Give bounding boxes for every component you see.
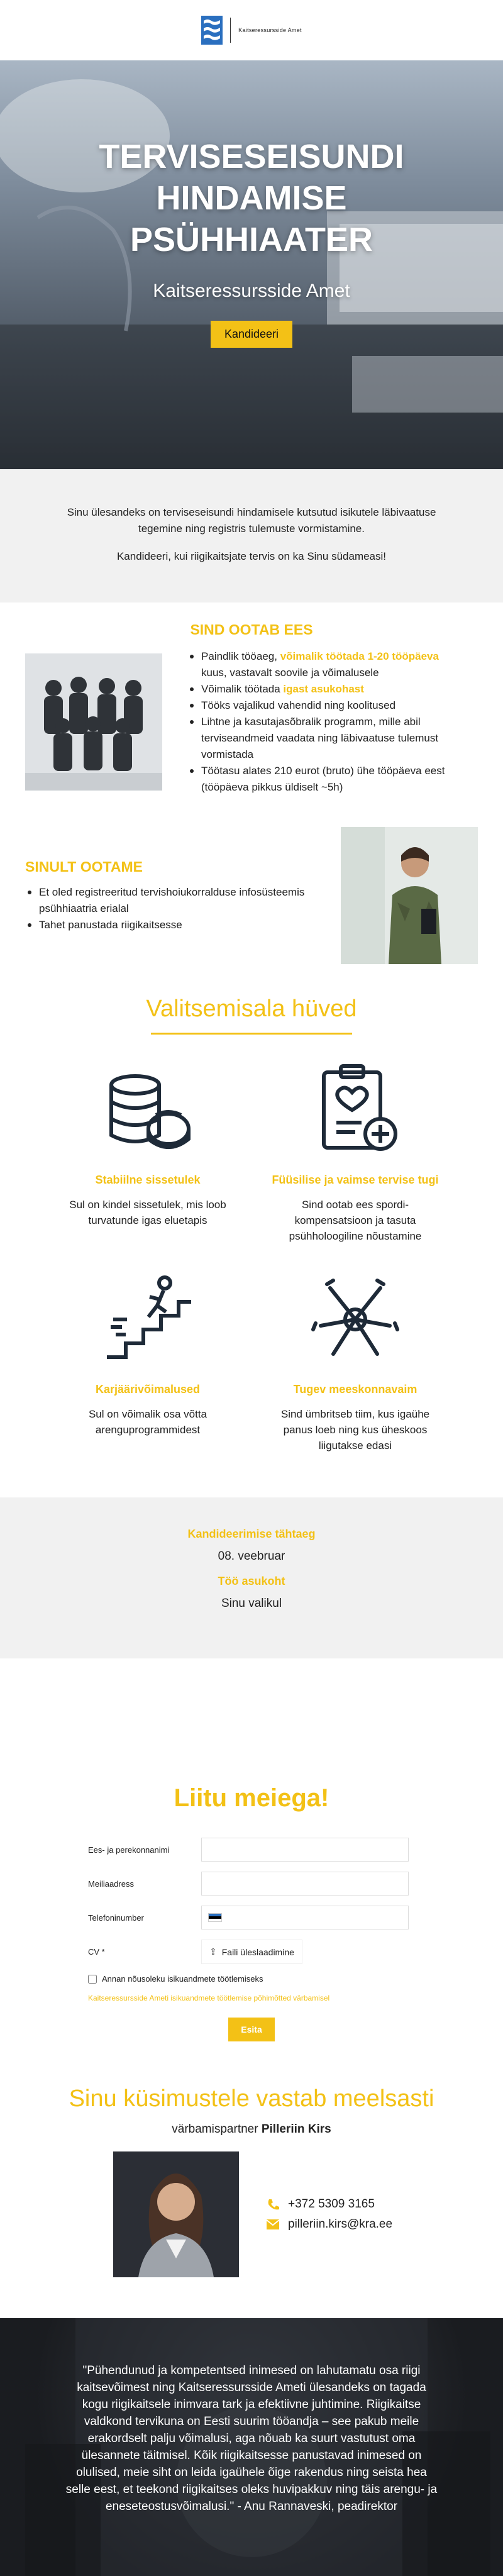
health-clipboard-icon (302, 1060, 409, 1160)
benefits-section (0, 983, 503, 1472)
offer-title: SIND OOTAB EES (190, 621, 313, 638)
phone-label: Telefoninumber (88, 1913, 144, 1923)
contact-role: värbamispartner Pilleriin Kirs (172, 2123, 331, 2136)
benefit-name: Tugev meeskonnavaim (293, 1383, 417, 1396)
logo[interactable] (201, 16, 302, 45)
benefit-card (258, 1060, 453, 1244)
crest-icon (201, 16, 223, 45)
location-value: Sinu valikul (221, 1597, 282, 1610)
career-stairs-icon (94, 1269, 201, 1370)
benefit-description: Sind ümbritseb tiim, kus igaühe panus loeb ning kus üheskoos liigutakse edasi (280, 1408, 430, 1452)
contact-email[interactable]: pilleriin.kirs@kra.ee (267, 2218, 392, 2231)
benefit-description: Sul on kindel sissetulek, mis loob turvatunde igas eluetapis (69, 1199, 226, 1226)
file-upload-button[interactable] (201, 1940, 302, 1964)
consent-label: Annan nõusoleku isikuandmete töötlemiseks (102, 1974, 263, 1984)
contact-phone[interactable]: +372 5309 3165 (267, 2197, 392, 2211)
hero-subtitle: Kaitseressursside Amet (153, 280, 350, 301)
benefit-name: Stabiilne sissetulek (95, 1174, 201, 1186)
team-photo (25, 653, 162, 791)
email-label: Meiliaadress (88, 1879, 134, 1889)
cv-label: CV * (88, 1947, 105, 1957)
contact-name: Pilleriin Kirs (261, 2123, 331, 2136)
workday-note: (tööpäeva pikkus üldiselt ~5h) (201, 781, 343, 793)
expectations-section (0, 814, 503, 983)
consent-checkbox-row[interactable] (88, 1974, 415, 1984)
list-item: Tahet panustada riigikaitsesse (25, 917, 316, 933)
deadline-value: 08. veebruar (218, 1550, 285, 1563)
quote-section (0, 2318, 503, 2576)
upload-icon: ⇪ (209, 1946, 217, 1957)
apply-button[interactable]: Kandideeri (211, 321, 292, 348)
contact-title: Sinu küsimustele vastab meelsasti (69, 2085, 434, 2112)
soldier-photo (341, 827, 478, 964)
benefits-title-underline (151, 1033, 352, 1035)
contact-section (0, 2060, 503, 2315)
form-title: Liitu meiega! (174, 1784, 329, 1812)
name-field[interactable] (201, 1838, 409, 1862)
intro-call-to-action: Kandideeri, kui riigikaitsjate tervis on ka Sinu südameasi! (116, 550, 387, 562)
application-form (0, 1658, 503, 2060)
expectations-list (25, 884, 316, 933)
consent-checkbox[interactable] (88, 1975, 97, 1984)
benefit-card (50, 1060, 245, 1244)
location-label: Töö asukoht (218, 1575, 285, 1587)
phone-field[interactable] (201, 1906, 409, 1929)
benefit-card (50, 1269, 245, 1453)
logo-divider (230, 18, 231, 43)
email-field[interactable] (201, 1872, 409, 1896)
coins-icon (94, 1060, 201, 1160)
benefit-name: Füüsilise ja vaimse tervise tugi (272, 1174, 439, 1186)
list-item: Et oled registreeritud tervishoiukorralduse infosüsteemis psühhiaatria erialal (25, 884, 316, 917)
intro-text: Sinu ülesandeks on terviseseisundi hindamisele kutsutud isikutele läbivaatuse tegemine ning registris tulemuste vormistamine. (67, 506, 436, 535)
logo-text: Kaitseressursside Amet (238, 27, 302, 33)
name-label: Ees- ja perekonnanimi (88, 1845, 170, 1855)
teamwork-hands-icon (302, 1269, 409, 1370)
benefit-description: Sind ootab ees spordi-kompensatsioon ja tasuta psühholoogiline nõustamine (289, 1199, 422, 1242)
list-item: Võimalik töötada igast asukohast (187, 681, 464, 697)
intro-section (0, 469, 503, 602)
upload-label: Faili üleslaadimine (221, 1946, 294, 1957)
list-item: Töötasu alates 210 eurot (bruto) ühe tööpäeva eest (tööpäeva pikkus üldiselt ~5h) (187, 763, 464, 796)
estonia-flag-icon[interactable] (208, 1913, 222, 1922)
hero-title: TERVISESEISUNDI HINDAMISE PSÜHHIAATER (99, 138, 404, 258)
recruiter-photo (113, 2151, 239, 2277)
hero-banner (0, 60, 503, 469)
benefit-card (258, 1269, 453, 1453)
benefits-title: Valitsemisala hüved (146, 996, 357, 1022)
submit-button[interactable]: Esita (228, 2018, 274, 2041)
envelope-icon (267, 2219, 279, 2229)
privacy-policy-link[interactable]: Kaitseressursside Ameti isikuandmete töötlemise põhimõtted värbamisel (88, 1994, 330, 2002)
phone-icon (267, 2198, 279, 2211)
deadline-section (0, 1497, 503, 1658)
benefit-name: Karjäärivõimalused (95, 1383, 201, 1396)
expectations-title: SINULT OOTAME (25, 858, 143, 875)
director-quote: "Pühendunud ja kompetentsed inimesed on lahutamatu osa riigi kaitsevõimest ning Kaitseressursside Ameti ülesandeks on tagada kogu riigikaitsele inimvara tark ja efektiivne juhtimine. Riigikaitse valdkond tervikuna on Eesti suurim tööandja – see pakub meile erakordselt palju võimalusi, aga nõuab ka suurt vastutust oma ülesannete täitmisel. Kõik riigikaitsesse panustavad inimesed on olulised, meie siht on leida igaühele õige rakendus ning seista hea selle eest, et teekond riigikaitses oleks huvipakkuv ning täis arengu- ja eneseteostusvõimalusi." - Anu Rannaveski, peadirektor (65, 2364, 438, 2513)
site-header (0, 0, 503, 60)
deadline-label: Kandideerimise tähtaeg (187, 1528, 316, 1540)
offer-section (0, 602, 503, 814)
list-item: Tööks vajalikud vahendid ning koolitused (187, 697, 464, 714)
benefit-description: Sul on võimalik osa võtta arenguprogrammidest (88, 1408, 207, 1436)
list-item: Paindlik tööaeg, võimalik töötada 1-20 tööpäeva kuus, vastavalt soovile ja võimalusele (187, 648, 464, 681)
offer-list (187, 648, 464, 796)
list-item: Lihtne ja kasutajasõbralik programm, mille abil terviseandmeid vaadata ning läbivaatuse tulemust vormistada (187, 714, 464, 763)
